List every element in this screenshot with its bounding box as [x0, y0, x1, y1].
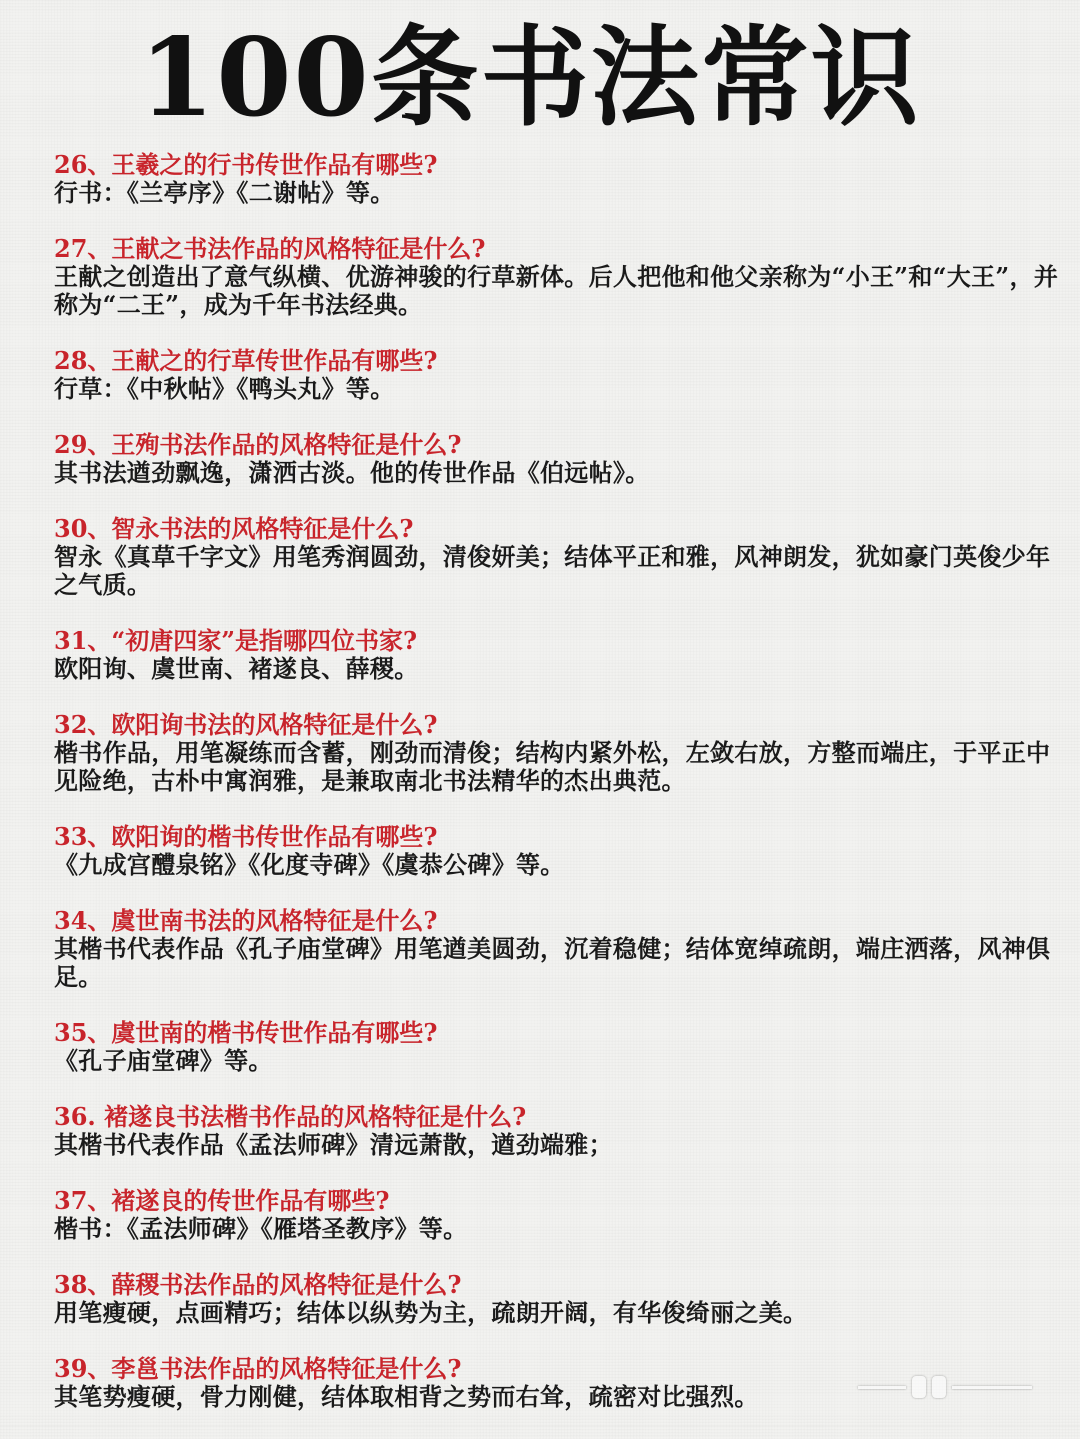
qa-item — [54, 431, 1060, 487]
answer: 欧阳询、虞世南、褚遂良、薛稷。 — [54, 654, 419, 683]
watermark-block-icon — [932, 1376, 946, 1398]
question: 32、欧阳询书法的风格特征是什么? — [54, 710, 438, 739]
question: 28、王献之的行草传世作品有哪些? — [54, 346, 438, 375]
question: 38、薛稷书法作品的风格特征是什么? — [54, 1270, 462, 1299]
qa-item — [54, 1187, 1060, 1243]
answer: 行草：《中秋帖》《鸭头丸》等。 — [54, 374, 395, 403]
answer: 行书：《兰亭序》《二谢帖》等。 — [54, 178, 395, 207]
question: 30、智永书法的风格特征是什么? — [54, 514, 414, 543]
answer: 《九成宫醴泉铭》《化度寺碑》《虞恭公碑》等。 — [54, 850, 565, 879]
qa-item — [54, 1019, 1060, 1075]
question: 39、李邕书法作品的风格特征是什么? — [54, 1354, 462, 1383]
answer: 智永《真草千字文》用笔秀润圆劲，清俊妍美；结体平正和雅，风神朗发，犹如豪门英俊少年之气质。 — [54, 542, 1051, 599]
question: 35、虞世南的楷书传世作品有哪些? — [54, 1018, 438, 1047]
answer: 王献之创造出了意气纵横、优游神骏的行草新体。后人把他和他父亲称为“小王”和“大王”，并称为“二王”，成为千年书法经典。 — [54, 262, 1059, 319]
answer: 楷书作品，用笔凝练而含蓄，刚劲而清俊；结构内紧外松，左敛右放，方整而端庄，于平正中见险绝，古朴中寓润雅，是兼取南北书法精华的杰出典范。 — [54, 738, 1051, 795]
qa-item — [54, 151, 1060, 207]
qa-item — [54, 823, 1060, 879]
qa-item — [54, 235, 1060, 319]
qa-item — [54, 907, 1060, 991]
answer: 用笔瘦硬，点画精巧；结体以纵势为主，疏朗开阔，有华俊绮丽之美。 — [54, 1298, 808, 1327]
question: 37、褚遂良的传世作品有哪些? — [54, 1186, 390, 1215]
question: 31、“初唐四家”是指哪四位书家? — [54, 626, 418, 655]
qa-item — [54, 711, 1060, 795]
answer: 其楷书代表作品《孔子庙堂碑》用笔遒美圆劲，沉着稳健；结体宽绰疏朗，端庄洒落，风神俱足。 — [54, 934, 1051, 991]
watermark-lines-icon — [858, 1386, 906, 1389]
watermark-lines-icon — [952, 1386, 1032, 1389]
question: 33、欧阳询的楷书传世作品有哪些? — [54, 822, 438, 851]
question: 26、王羲之的行书传世作品有哪些? — [54, 150, 438, 179]
qa-list — [54, 151, 1060, 1439]
answer: 其书法遒劲飘逸，潇洒古淡。他的传世作品《伯远帖》。 — [54, 458, 650, 487]
qa-item — [54, 627, 1060, 683]
watermark — [858, 1374, 1058, 1400]
watermark-block-icon — [912, 1376, 926, 1398]
answer: 《孔子庙堂碑》等。 — [54, 1046, 273, 1075]
question: 27、王献之书法作品的风格特征是什么? — [54, 234, 486, 263]
qa-item — [54, 515, 1060, 599]
question: 29、王殉书法作品的风格特征是什么? — [54, 430, 462, 459]
answer: 其笔势瘦硬，骨力刚健，结体取相背之势而右耸，疏密对比强烈。 — [54, 1382, 759, 1411]
qa-item — [54, 347, 1060, 403]
answer: 其楷书代表作品《孟法师碑》清远萧散，遒劲端雅； — [54, 1130, 613, 1159]
question: 34、虞世南书法的风格特征是什么? — [54, 906, 438, 935]
qa-item — [54, 1271, 1060, 1327]
question: 36. 褚遂良书法楷书作品的风格特征是什么? — [54, 1102, 527, 1131]
page-title: 100条书法常识 — [139, 15, 921, 141]
answer: 楷书：《孟法师碑》《雁塔圣教序》等。 — [54, 1214, 468, 1243]
qa-item — [54, 1103, 1060, 1159]
